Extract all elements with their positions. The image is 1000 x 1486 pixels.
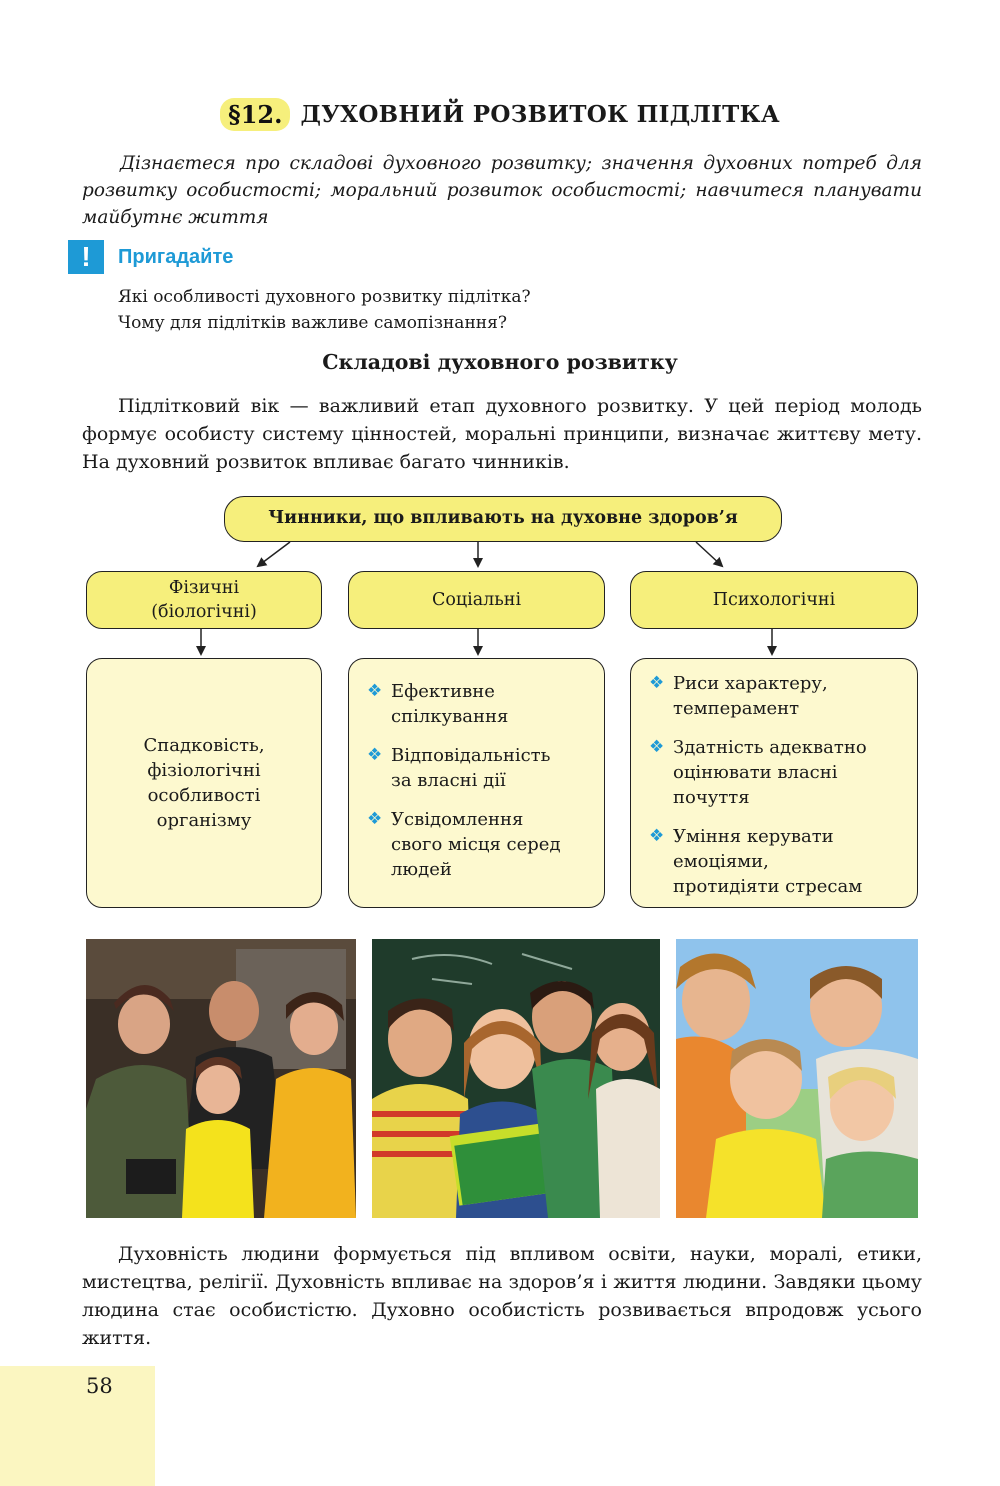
item-line: Відповідальність [391,745,551,766]
item-line: почуття [673,787,750,808]
detail-line: організму [156,810,252,831]
category-psychological [630,571,918,629]
list-item [367,807,594,882]
diamond-bullet-icon: ❖ [367,681,383,701]
family-photo [86,939,356,1218]
category-psych-label: Психологічні [712,590,836,610]
section-heading [0,98,1000,131]
list-item [649,735,907,810]
category-social-label: Соціальні [431,590,522,610]
item-line: темперамент [673,698,800,719]
remember-questions [118,284,531,336]
item-line: спілкування [391,706,509,727]
question-item: Чому для підлітків важливе самопізнання? [118,313,507,333]
paragraph-1: Підлітковий вік — важливий етап духовного розвитку. У цей період молодь формує особисту систему цінностей, моральні принципи, визначає життєву мету. На духовний розвиток впливає багато чинників. [82,395,922,473]
item-line: протидіяти стресам [673,876,863,897]
paragraph-2: Духовність людини формується під впливом освіти, науки, моралі, етики, мистецтва, релігії. Духовність впливає на здоров’я і життя людини. Завдяки цьому людина стає особистістю. Духовно особистість розвивається впродовж усього життя. [82,1243,922,1349]
page-number: 58 [86,1374,113,1398]
subheading: Складові духовного розвитку [322,350,678,374]
item-line: емоціями, [673,851,769,872]
category-physical [86,571,322,629]
item-line: свого місця серед [391,834,561,855]
arrow-to-physical [258,542,290,566]
detail-line: особливості [147,785,261,806]
intro-text: Дізнаєтеся про складові духовного розвитку; значення духовних потреб для розвитку особистості; моральний розвиток особистості; навчитеся планувати майбутнє життя [82,153,922,228]
item-line: за власні дії [391,770,506,791]
item-line: Усвідомлення [391,809,524,830]
category-physical-line2: (біологічні) [151,602,257,622]
social-list [349,659,604,882]
diamond-bullet-icon: ❖ [649,673,665,693]
diamond-bullet-icon: ❖ [367,809,383,829]
item-line: Здатність адекватно [673,737,867,758]
psych-list [631,659,917,899]
detail-psychological [630,658,918,908]
item-line: Риси характеру, [673,673,828,694]
item-line: оцінювати власні [673,762,838,783]
detail-line: фізіологічні [147,760,261,781]
section-number: §12. [220,98,290,131]
students-photo [372,939,660,1218]
exclamation-icon: ! [68,240,104,274]
category-physical-line1: Фізичні [168,578,240,598]
diamond-bullet-icon: ❖ [649,737,665,757]
section-title: ДУХОВНИЙ РОЗВИТОК ПІДЛІТКА [300,101,780,128]
category-social [348,571,605,629]
list-item [367,743,594,793]
item-line: людей [391,859,452,880]
list-item [367,679,594,729]
detail-line: Спадковість, [143,735,265,756]
arrow-to-psych [696,542,722,566]
item-line: Ефективне [391,681,495,702]
detail-social [348,658,605,908]
kids-photo [676,939,918,1218]
list-item [649,824,907,899]
remember-label: Пригадайте [118,246,234,268]
list-item [649,671,907,721]
item-line: Уміння керувати [673,826,834,847]
diagram-top-box: Чинники, що впливають на духовне здоров’я [224,496,782,542]
page-number-band [0,1366,155,1486]
question-item: Які особливості духовного розвитку підлітка? [118,287,531,307]
diamond-bullet-icon: ❖ [367,745,383,765]
detail-physical [86,658,322,908]
diamond-bullet-icon: ❖ [649,826,665,846]
